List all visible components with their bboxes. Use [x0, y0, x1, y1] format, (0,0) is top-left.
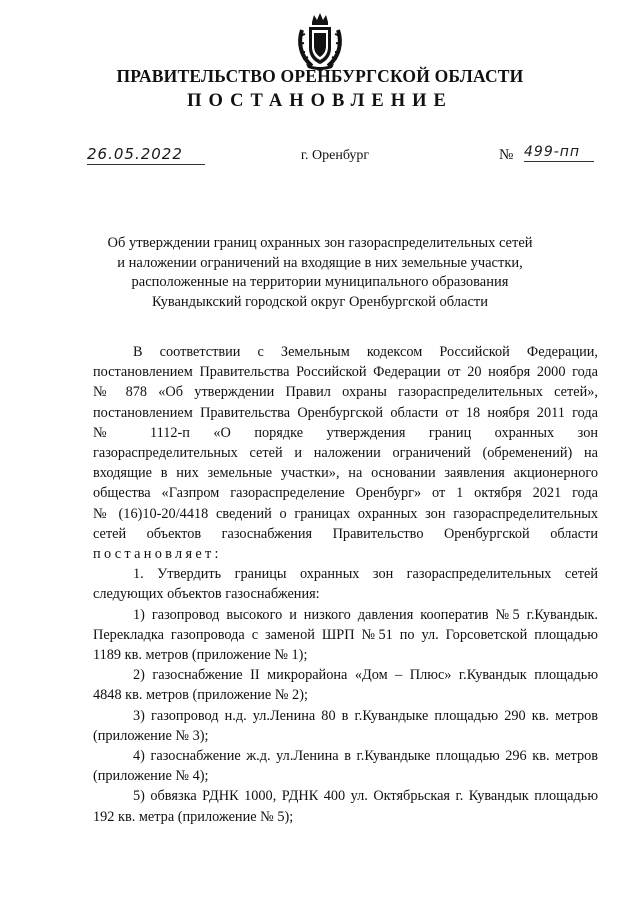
body-line: (приложение № 4); [93, 768, 209, 785]
body-line: № 1112-п «О порядке утверждения границ охранных зон [93, 424, 598, 441]
subject-line: Кувандыкский городской округ Оренбургской области [152, 293, 488, 310]
body-line: 2) газоснабжение II микрорайона «Дом – Плюс» г.Кувандык площадью [133, 667, 598, 684]
document-body [93, 342, 598, 827]
body-line-decree: постановляет: [93, 546, 222, 563]
body-line: следующих объектов газоснабжения: [93, 586, 320, 603]
body-line: постановлением Правительства Российской Федерации от 20 ноября 2000 года [93, 364, 598, 381]
body-line: 3) газопровод н.д. ул.Ленина 80 в г.Кувандыке площадью 290 кв. метров [133, 707, 598, 724]
body-line: В соответствии с Земельным кодексом Российской Федерации, [133, 344, 598, 360]
body-line: 1189 кв. метров (приложение № 1); [93, 647, 308, 664]
body-line: Перекладка газопровода с заменой ШРП №51 по ул. Горсоветской площадью [93, 626, 598, 643]
body-line: № 878 «Об утверждении Правил охраны газораспределительных сетей», [93, 384, 598, 401]
coat-of-arms-icon [296, 12, 344, 70]
subject-line: Об утверждении границ охранных зон газораспределительных сетей [107, 235, 533, 251]
body-line: (приложение № 3); [93, 727, 209, 744]
body-line: 4) газоснабжение ж.д. ул.Ленина в г.Кувандыке площадью 296 кв. метров [133, 748, 598, 765]
body-line: 5) обвязка РДНК 1000, РДНК 400 ул. Октябрьская г. Кувандык площадью [133, 788, 598, 805]
number-label: № [499, 147, 514, 163]
body-line: газораспределительных сетей и наложении ограничений (обременений) на [93, 445, 598, 462]
body-line: сетей объектов газоснабжения Правительство Оренбургской области [93, 525, 598, 542]
document-type: ПОСТАНОВЛЕНИЕ [187, 91, 453, 111]
body-line: 4848 кв. метров (приложение № 2); [93, 687, 308, 704]
document-city: г. Оренбург [300, 148, 370, 163]
body-line: 1. Утвердить границы охранных зон газораспределительных сетей [133, 566, 598, 583]
document-subject [80, 234, 560, 312]
body-line: входящие в них земельные участки», на основании заявления акционерного [93, 465, 598, 482]
body-line: № (16)10-20/4418 сведений о границах охранных зон газораспределительных [93, 505, 598, 522]
body-line: общества «Газпром газораспределение Оренбург» от 1 октября 2021 года [93, 485, 598, 502]
document-date: 26.05.2022 [87, 145, 205, 165]
body-line: 1) газопровод высокого и низкого давления кооператив №5 г.Кувандык. [133, 606, 598, 623]
subject-line: расположенные на территории муниципального образования [131, 274, 509, 290]
government-title: ПРАВИТЕЛЬСТВО ОРЕНБУРГСКОЙ ОБЛАСТИ [116, 66, 524, 86]
document-number: 499-пп [524, 144, 594, 162]
subject-line: и наложении ограничений на входящие в них земельные участки, [117, 254, 523, 271]
body-line: постановлением Правительства Оренбургской области от 18 ноября 2011 года [93, 404, 598, 421]
body-line: 192 кв. метра (приложение № 5); [93, 808, 294, 825]
